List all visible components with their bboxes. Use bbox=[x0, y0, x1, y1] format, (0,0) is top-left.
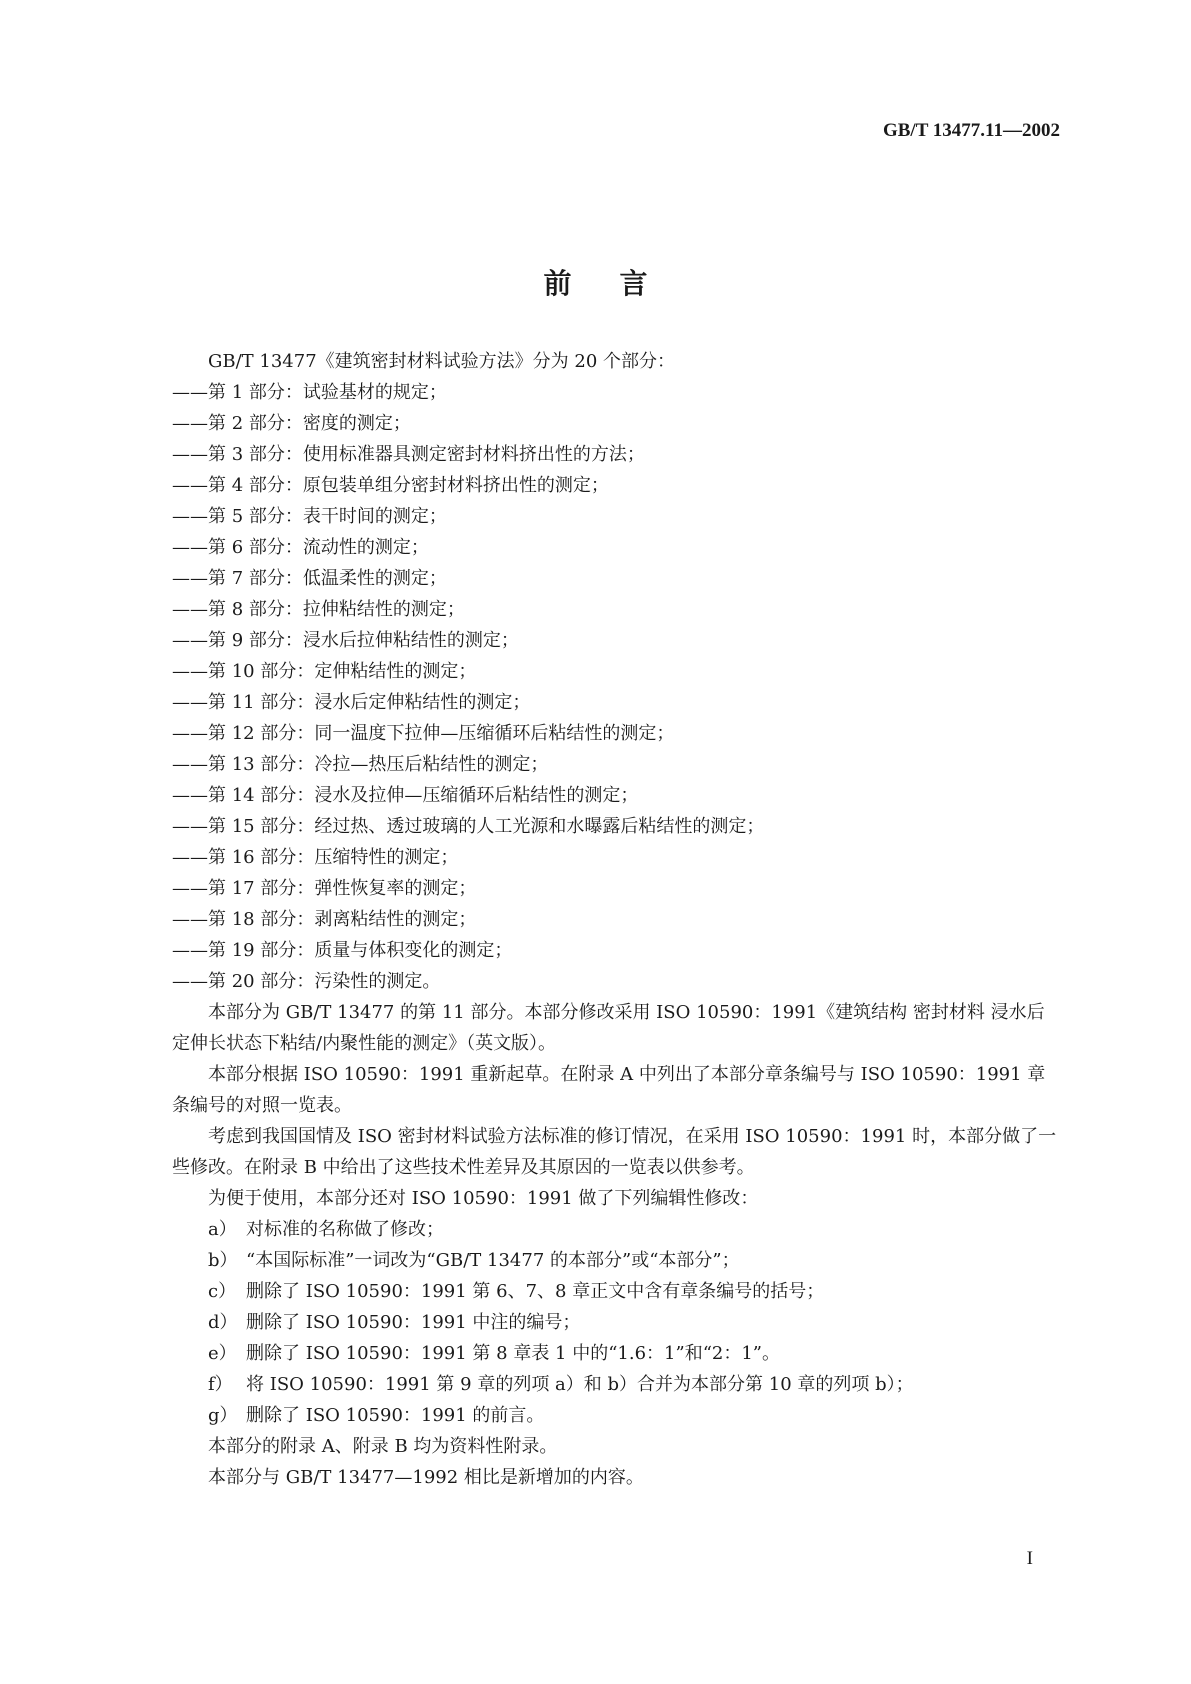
part-item: ——第 10 部分：定伸粘结性的测定； bbox=[172, 661, 477, 682]
part-item: ——第 14 部分：浸水及拉伸—压缩循环后粘结性的测定； bbox=[172, 785, 639, 806]
edit-item-label: c） bbox=[208, 1281, 237, 1302]
part-item: ——第 20 部分：污染性的测定。 bbox=[172, 971, 441, 992]
modification-paragraph: 考虑到我国国情及 ISO 密封材料试验方法标准的修订情况，在采用 ISO 10590：1991 时，本部分做了一些修改。在附录 B 中给出了这些技术性差异及其原因的一览表以供参考。 bbox=[172, 1126, 1057, 1178]
standard-code: GB/T 13477.11—2002 bbox=[882, 120, 1060, 141]
editorial-intro-paragraph: 为便于使用，本部分还对 ISO 10590：1991 做了下列编辑性修改： bbox=[208, 1188, 759, 1209]
part-item: ——第 9 部分：浸水后拉伸粘结性的测定； bbox=[172, 630, 519, 651]
page-number: I bbox=[1026, 1548, 1033, 1569]
part-item: ——第 17 部分：弹性恢复率的测定； bbox=[172, 878, 477, 899]
edit-item-text: 删除了 ISO 10590：1991 第 8 章表 1 中的“1.6：1”和“2：1”。 bbox=[246, 1343, 781, 1364]
part-item: ——第 4 部分：原包装单组分密封材料挤出性的测定； bbox=[172, 475, 609, 496]
edit-item-text: 删除了 ISO 10590：1991 中注的编号； bbox=[246, 1312, 581, 1333]
edit-item-label: g） bbox=[208, 1405, 238, 1426]
edit-item bbox=[172, 1369, 1062, 1400]
edit-item bbox=[172, 1276, 1062, 1307]
edit-item bbox=[172, 1338, 1062, 1369]
part-item: ——第 13 部分：冷拉—热压后粘结性的测定； bbox=[172, 754, 549, 775]
intro-paragraph: GB/T 13477《建筑密封材料试验方法》分为 20 个部分： bbox=[208, 351, 676, 372]
page-title: 前言 bbox=[543, 267, 696, 300]
edit-item bbox=[172, 1245, 1062, 1276]
edit-item bbox=[172, 1307, 1062, 1338]
adoption-paragraph: 本部分为 GB/T 13477 的第 11 部分。本部分修改采用 ISO 10590：1991《建筑结构 密封材料 浸水后定伸长状态下粘结/内聚性能的测定》（英文版）。 bbox=[172, 1002, 1045, 1054]
edit-item-label: e） bbox=[208, 1343, 237, 1364]
edit-item-text: “本国际标准”一词改为“GB/T 13477 的本部分”或“本部分”； bbox=[246, 1250, 740, 1271]
annex-note: 本部分的附录 A、附录 B 均为资料性附录。 bbox=[208, 1436, 558, 1457]
part-item: ——第 18 部分：剥离粘结性的测定； bbox=[172, 909, 477, 930]
edit-item-label: b） bbox=[208, 1250, 238, 1271]
part-item: ——第 15 部分：经过热、透过玻璃的人工光源和水曝露后粘结性的测定； bbox=[172, 816, 765, 837]
edit-item-text: 删除了 ISO 10590：1991 第 6、7、8 章正文中含有章条编号的括号； bbox=[246, 1281, 825, 1302]
edit-item bbox=[172, 1400, 1062, 1431]
edit-item-label: f） bbox=[208, 1374, 233, 1395]
edit-item-label: d） bbox=[208, 1312, 238, 1333]
edit-item-text: 删除了 ISO 10590：1991 的前言。 bbox=[246, 1405, 545, 1426]
part-item: ——第 7 部分：低温柔性的测定； bbox=[172, 568, 447, 589]
drafting-paragraph: 本部分根据 ISO 10590：1991 重新起草。在附录 A 中列出了本部分章条编号与 ISO 10590：1991 章条编号的对照一览表。 bbox=[172, 1064, 1046, 1116]
part-item: ——第 19 部分：质量与体积变化的测定； bbox=[172, 940, 513, 961]
part-item: ——第 16 部分：压缩特性的测定； bbox=[172, 847, 459, 868]
foreword-body bbox=[172, 346, 1062, 1493]
part-item: ——第 11 部分：浸水后定伸粘结性的测定； bbox=[172, 692, 531, 713]
edit-item bbox=[172, 1214, 1062, 1245]
part-item: ——第 8 部分：拉伸粘结性的测定； bbox=[172, 599, 465, 620]
edit-item-label: a） bbox=[208, 1219, 237, 1240]
part-item: ——第 1 部分：试验基材的规定； bbox=[172, 382, 447, 403]
part-item: ——第 6 部分：流动性的测定； bbox=[172, 537, 429, 558]
edit-item-text: 将 ISO 10590：1991 第 9 章的列项 a）和 b）合并为本部分第 10 章的列项 b）； bbox=[246, 1374, 914, 1395]
part-item: ——第 3 部分：使用标准器具测定密封材料挤出性的方法； bbox=[172, 444, 645, 465]
comparison-note: 本部分与 GB/T 13477—1992 相比是新增加的内容。 bbox=[208, 1467, 644, 1488]
part-item: ——第 12 部分：同一温度下拉伸—压缩循环后粘结性的测定； bbox=[172, 723, 675, 744]
part-item: ——第 2 部分：密度的测定； bbox=[172, 413, 411, 434]
edit-item-text: 对标准的名称做了修改； bbox=[246, 1219, 444, 1240]
part-item: ——第 5 部分：表干时间的测定； bbox=[172, 506, 447, 527]
